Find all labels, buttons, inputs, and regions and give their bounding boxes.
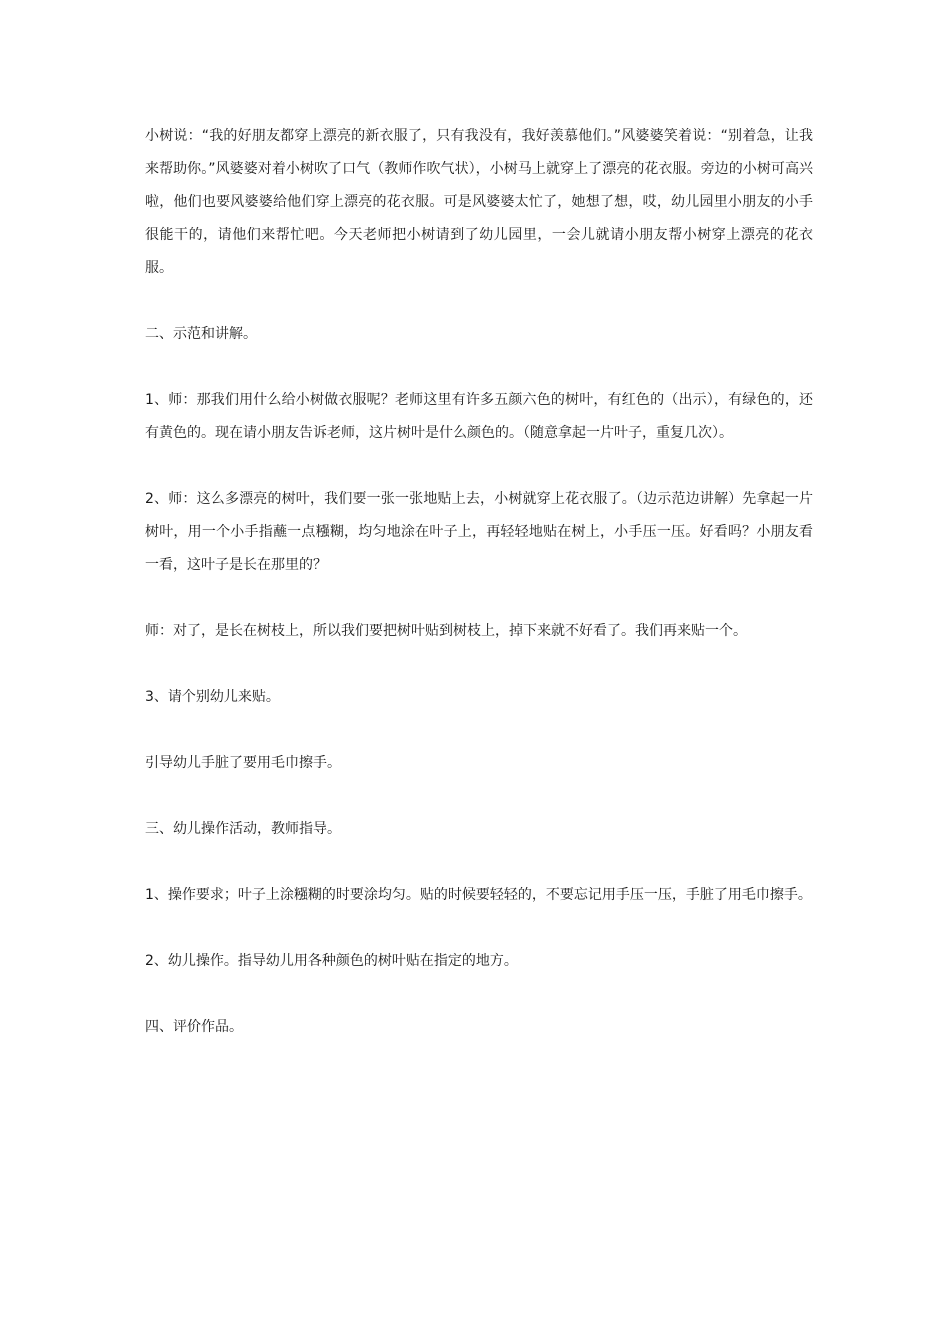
paragraph-gap [145,912,813,945]
paragraph-gap [145,714,813,747]
guidance-paragraph: 引导幼儿手脏了要用毛巾擦手。 [145,755,341,771]
paragraph-gap [145,846,813,879]
section-heading-demonstration: 二、示范和讲解。 [145,326,257,342]
section-heading-activity: 三、幼儿操作活动，教师指导。 [145,821,341,837]
step-paragraph: 2、师：这么多漂亮的树叶，我们要一张一张地贴上去，小树就穿上花衣服了。（边示范边讲解）先拿起一片树叶，用一个小手指蘸一点糨糊，均匀地涂在叶子上，再轻轻地贴在树上，小手压一压。好看吗？小朋友看一看，这叶子是长在那里的？ [145,491,813,573]
paragraph-gap [145,582,813,615]
step-paragraph: 1、操作要求；叶子上涂糨糊的时要涂均匀。贴的时候要轻轻的，不要忘记用手压一压，手脏了用毛巾擦手。 [145,887,812,903]
step-paragraph: 2、幼儿操作。指导幼儿用各种颜色的树叶贴在指定的地方。 [145,953,518,969]
paragraph-gap [145,285,813,318]
document-body [145,120,813,1044]
section-heading-evaluation: 四、评价作品。 [145,1019,243,1035]
paragraph-gap [145,648,813,681]
paragraph-gap [145,351,813,384]
step-paragraph: 1、师：那我们用什么给小树做衣服呢？老师这里有许多五颜六色的树叶，有红色的（出示），有绿色的，还有黄色的。现在请小朋友告诉老师，这片树叶是什么颜色的。（随意拿起一片叶子，重复几次）。 [145,392,813,441]
story-paragraph: 小树说：“我的好朋友都穿上漂亮的新衣服了，只有我没有，我好羡慕他们。”风婆婆笑着说：“别着急，让我来帮助你。”风婆婆对着小树吹了口气（教师作吹气状），小树马上就穿上了漂亮的花衣服。旁边的小树可高兴啦，他们也要风婆婆给他们穿上漂亮的花衣服。可是风婆婆太忙了，她想了想，哎，幼儿园里小朋友的小手很能干的，请他们来帮忙吧。今天老师把小树请到了幼儿园里，一会儿就请小朋友帮小树穿上漂亮的花衣服。 [145,128,813,276]
paragraph-gap [145,978,813,1011]
step-paragraph: 3、请个别幼儿来贴。 [145,689,280,705]
paragraph-gap [145,450,813,483]
teacher-paragraph: 师：对了，是长在树枝上，所以我们要把树叶贴到树枝上，掉下来就不好看了。我们再来贴一个。 [145,623,747,639]
paragraph-gap [145,780,813,813]
